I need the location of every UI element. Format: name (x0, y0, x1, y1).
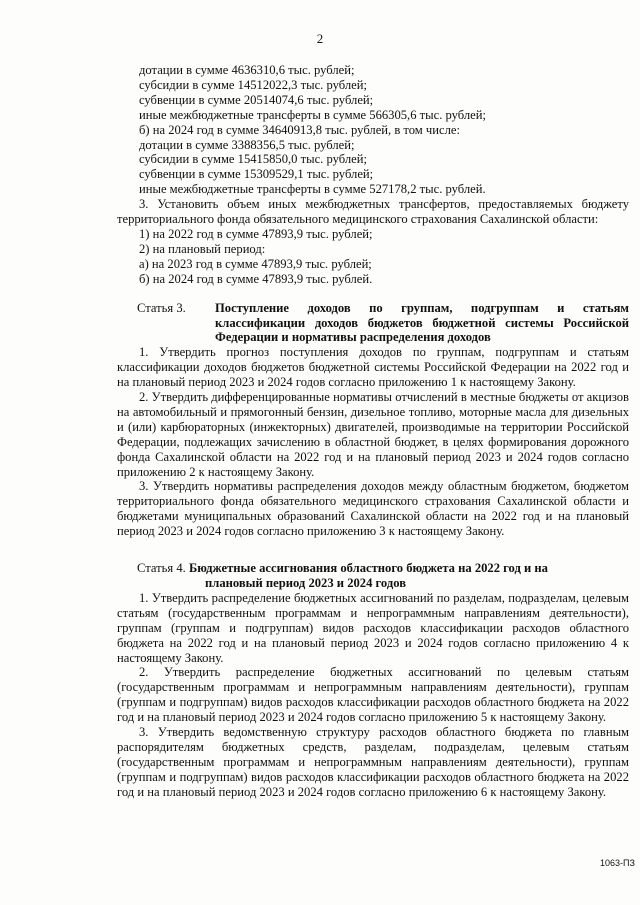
article-3-paragraph: 2. Утвердить дифференцированные нормативы отчислений в местные бюджеты от акцизов на автомобильный и прямогонный бензин, дизельное топливо, моторные масла для дизельных и (или) карбюраторных (инжекторных) двигателей, производимые на территории Российской Федерации, подлежащих зачислению в областной бюджет, в целях формирования дорожного фонда Сахалинской области на 2022 год и на плановый период 2023 и 2024 годов согласно приложению 2 к настоящему Закону. (117, 390, 629, 479)
text-line: субсидии в сумме 15415850,0 тыс. рублей; (139, 152, 367, 167)
text-line: дотации в сумме 4636310,6 тыс. рублей; (139, 63, 355, 77)
text-line: 1) на 2022 год в сумме 47893,9 тыс. рублей; (139, 226, 373, 241)
text-line: субвенции в сумме 15309529,1 тыс. рублей; (139, 167, 374, 182)
article-3-paragraph: 3. Утвердить нормативы распределения доходов между областным бюджетом, бюджетом территориального фонда обязательного медицинского страхования Сахалинской области и бюджетами муниципальных образований Сахалинской области на 2022 год и на плановый период 2023 и 2024 годов согласно приложению 3 к настоящему Закону. (117, 479, 629, 539)
article-3-paragraph: 1. Утвердить прогноз поступления доходов по группам, подгруппам и статьям классификации доходов бюджетов бюджетной системы Российской Федерации на 2022 год и на плановый период 2023 и 2024 годов согласно приложению 1 к настоящему Закону. (117, 345, 629, 390)
document-code: 1063-ПЗ (600, 858, 635, 868)
article-4-paragraph: 3. Утвердить ведомственную структуру расходов областного бюджета по главным распорядителям бюджетных средств, разделам, подразделам, целевым статьям (государственным программам и непрограммным направлениям деятельности), группам (группам и подгруппам) видов расходов классификации расходов областного бюджета на 2022 год и на плановый период 2023 и 2024 годов согласно приложению 6 к настоящему Закону. (117, 725, 629, 799)
text-line: а) на 2023 год в сумме 47893,9 тыс. рублей; (139, 256, 372, 271)
text-line: субвенции в сумме 20514074,6 тыс. рублей; (139, 92, 374, 107)
text-line: б) на 2024 год в сумме 47893,9 тыс. рублей. (139, 271, 373, 286)
text-line: б) на 2024 год в сумме 34640913,8 тыс. рублей, в том числе: (139, 122, 460, 137)
article-4-title: Бюджетные ассигнования областного бюджета на 2022 год и на (188, 561, 548, 576)
text-line: субсидии в сумме 14512022,3 тыс. рублей; (139, 77, 367, 92)
text-line: иные межбюджетные трансферты в сумме 566305,6 тыс. рублей; (139, 107, 486, 122)
article-4-title-cont: плановый период 2023 и 2024 годов (205, 576, 407, 590)
article-4-heading (117, 561, 629, 591)
text-line: иные межбюджетные трансферты в сумме 527178,2 тыс. рублей. (139, 182, 486, 197)
document-body (117, 63, 629, 800)
text-line: дотации в сумме 3388356,5 тыс. рублей; (139, 137, 355, 152)
article-4-label: Статья 4. (137, 561, 186, 576)
item-3-paragraph: 3. Установить объем иных межбюджетных трансфертов, предоставляемых бюджету территориального фонда обязательного медицинского страхования Сахалинской области: (117, 197, 629, 227)
text-line: 2) на плановый период: (139, 241, 266, 256)
article-3-label: Статья 3. (137, 300, 186, 315)
article-4-paragraph: 1. Утвердить распределение бюджетных ассигнований по разделам, подразделам, целевым статьям (государственным программам и непрограммным направлениям деятельности), группам (группам и подгруппам) видов расходов классификации расходов областного бюджета на 2022 год и на плановый период 2023 и 2024 годов согласно приложению 4 к настоящему Закону. (117, 590, 629, 665)
article-3-title: Поступление доходов по группам, подгруппам и статьям классификации доходов бюджетов бюджетной системы Российской Федерации и нормативы распределения доходов (215, 300, 629, 345)
page-number: 2 (316, 31, 324, 46)
article-3-heading (117, 301, 629, 346)
article-4-paragraph: 2. Утвердить распределение бюджетных ассигнований по целевым статьям (государственным программам и непрограммным направлениям деятельности), группам (группам и подгруппам) видов расходов классификации расходов областного бюджета на 2022 год и на плановый период 2023 и 2024 годов согласно приложению 5 к настоящему Закону. (117, 665, 629, 725)
